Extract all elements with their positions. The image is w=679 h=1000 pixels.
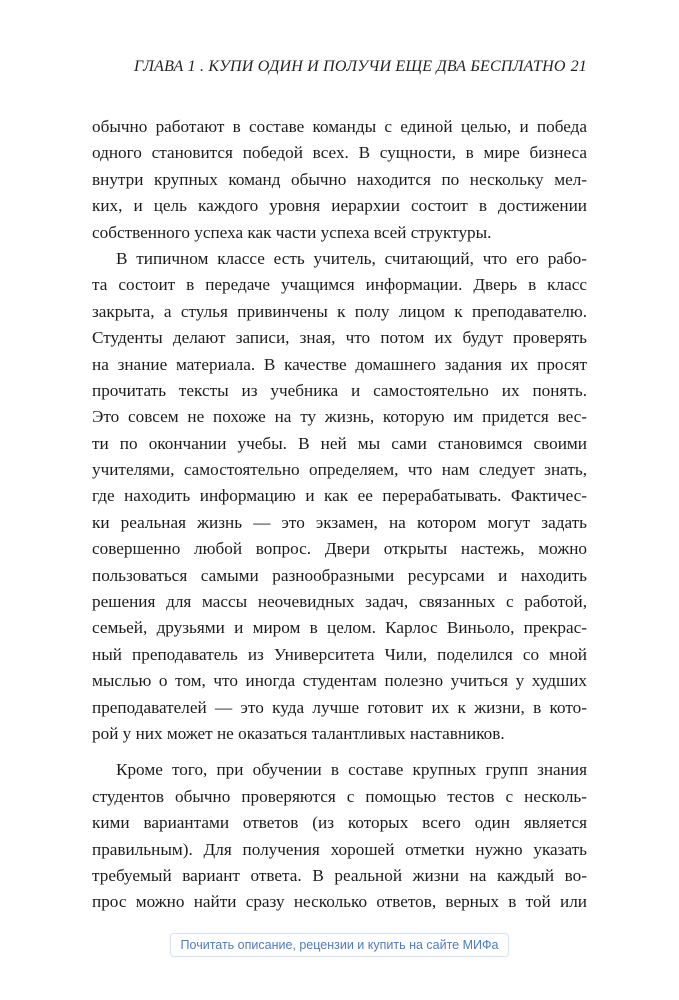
text-line: внутри крупных команд обычно находится по нескольку мел-: [92, 169, 587, 189]
text-line: закрыта, а стулья привинчены к полу лицом к преподавателю.: [92, 301, 587, 321]
text-line: Студенты делают записи, зная, что потом их будут проверять: [92, 328, 587, 348]
text-line: на знание материала. В качестве домашнего задания их просят: [92, 354, 587, 374]
text-line: мыслью о том, что иногда студентам полезно учиться у худших: [92, 671, 587, 691]
text-line: Кроме того, при обучении в составе крупных групп знания: [116, 760, 587, 780]
text-line: совершенно любой вопрос. Двери открыты настежь, можно: [92, 539, 587, 559]
text-line: решения для массы неочевидных задач, связанных с работой,: [92, 592, 587, 612]
text-line: прочитать тексты из учебника и самостоятельно их понять.: [92, 380, 587, 400]
footer-link-container: [0, 933, 679, 961]
text-line: собственного успеха как части успеха всей структуры.: [92, 222, 492, 242]
text-line: одного становится победой всех. В сущности, в мире бизнеса: [92, 143, 587, 163]
text-line: та состоит в передаче учащимся информации. Дверь в класс: [92, 275, 587, 295]
chapter-title: ГЛАВА 1 . КУПИ ОДИН И ПОЛУЧИ ЕЩЕ ДВА БЕСПЛАТНО: [134, 58, 566, 75]
paragraph-gap: [92, 747, 587, 757]
text-line: пользоваться самыми разнообразными ресурсами и находить: [92, 565, 587, 585]
text-line: рой у них может не оказаться талантливых наставников.: [92, 723, 505, 743]
buy-book-link[interactable]: Почитать описание, рецензии и купить на сайте МИФа: [170, 933, 510, 957]
body-text: [92, 114, 587, 916]
text-line: где находить информацию и как ее перерабатывать. Фактичес-: [92, 486, 587, 506]
text-line: ный преподаватель из Университета Чили, поделился со мной: [92, 644, 587, 664]
text-line: В типичном классе есть учитель, считающий, что его рабо-: [116, 248, 587, 268]
paragraph: [92, 246, 587, 747]
text-line: ких, и цель каждого уровня иерархии состоит в достижении: [92, 196, 587, 216]
text-line: правильным). Для получения хорошей отметки нужно указать: [92, 839, 587, 859]
text-line: ти по окончании учебы. В ней мы сами становимся своими: [92, 433, 587, 453]
running-head: [92, 58, 587, 82]
paragraph: [92, 114, 587, 246]
text-line: кими вариантами ответов (из которых всего один является: [92, 813, 587, 833]
paragraph: [92, 757, 587, 915]
text-line: ки реальная жизнь — это экзамен, на котором могут задать: [92, 512, 587, 532]
text-line: учителями, самостоятельно определяем, что нам следует знать,: [92, 460, 587, 480]
text-line: семьей, друзьями и миром в целом. Карлос Виньоло, прекрас-: [92, 618, 587, 638]
text-line: требуемый вариант ответа. В реальной жизни на каждый во-: [92, 865, 587, 885]
text-line: студентов обычно проверяются с помощью тестов с несколь-: [92, 786, 587, 806]
page-number: 21: [570, 58, 587, 75]
text-line: прос можно найти сразу несколько ответов, верных в той или: [92, 892, 587, 912]
text-line: преподавателей — это куда лучше готовит их к жизни, в кото-: [92, 697, 587, 717]
text-line: Это совсем не похоже на ту жизнь, которую им придется вес-: [92, 407, 587, 427]
text-line: обычно работают в составе команды с единой целью, и победа: [92, 117, 587, 136]
